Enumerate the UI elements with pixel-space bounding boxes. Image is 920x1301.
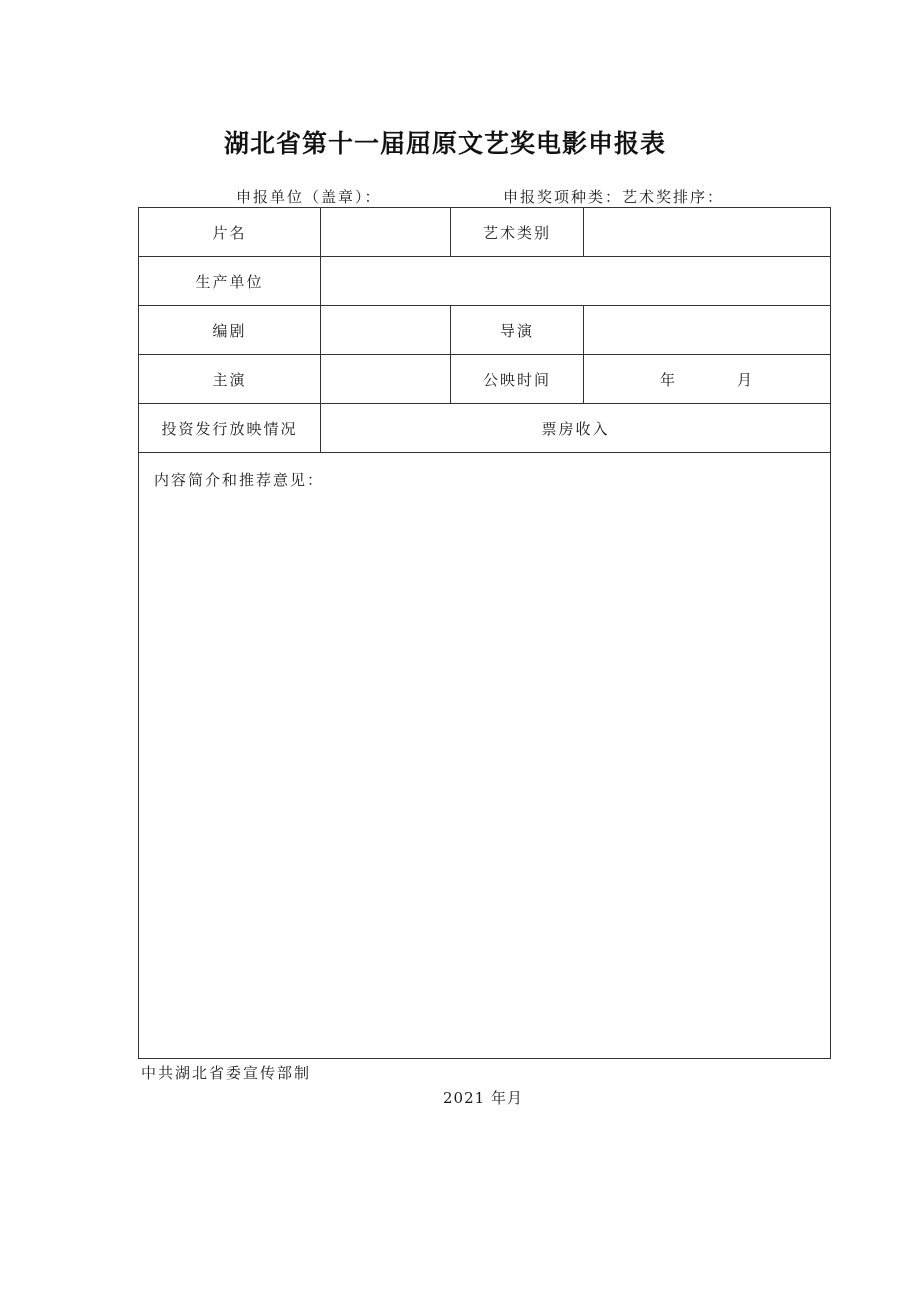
issuing-organization: 中共湖北省委宣传部制 [141, 1064, 312, 1082]
box-office-label: 票房收入 [541, 419, 610, 438]
film-name-field[interactable] [321, 208, 451, 257]
application-form-table [138, 207, 831, 1059]
release-month-unit: 月 [737, 370, 755, 389]
applicant-unit-label: 申报单位（盖章）： [236, 188, 382, 206]
release-year-unit: 年 [659, 370, 677, 389]
row-producer [139, 257, 831, 306]
row-screenwriter [139, 306, 831, 355]
lead-actor-field[interactable] [321, 355, 451, 404]
row-investment [139, 404, 831, 453]
release-time-field[interactable] [584, 355, 831, 404]
issue-date: 2021 年月 [443, 1089, 523, 1107]
art-category-label: 艺术类别 [451, 208, 584, 257]
release-time-label: 公映时间 [451, 355, 584, 404]
screenwriter-field[interactable] [321, 306, 451, 355]
award-category-label: 申报奖项种类：艺术奖排序： [503, 188, 725, 206]
summary-field[interactable] [139, 453, 831, 1059]
box-office-field[interactable] [321, 404, 831, 453]
row-summary [139, 453, 831, 1059]
screenwriter-label: 编剧 [139, 306, 321, 355]
form-title: 湖北省第十一届屈原文艺奖电影申报表 [223, 129, 666, 158]
film-name-label: 片名 [139, 208, 321, 257]
art-category-field[interactable] [584, 208, 831, 257]
producer-label: 生产单位 [139, 257, 321, 306]
producer-field[interactable] [321, 257, 831, 306]
director-field[interactable] [584, 306, 831, 355]
investment-label: 投资发行放映情况 [139, 404, 321, 453]
row-lead-actor [139, 355, 831, 404]
summary-label: 内容简介和推荐意见： [154, 471, 325, 489]
row-film-name [139, 208, 831, 257]
director-label: 导演 [451, 306, 584, 355]
lead-actor-label: 主演 [139, 355, 321, 404]
